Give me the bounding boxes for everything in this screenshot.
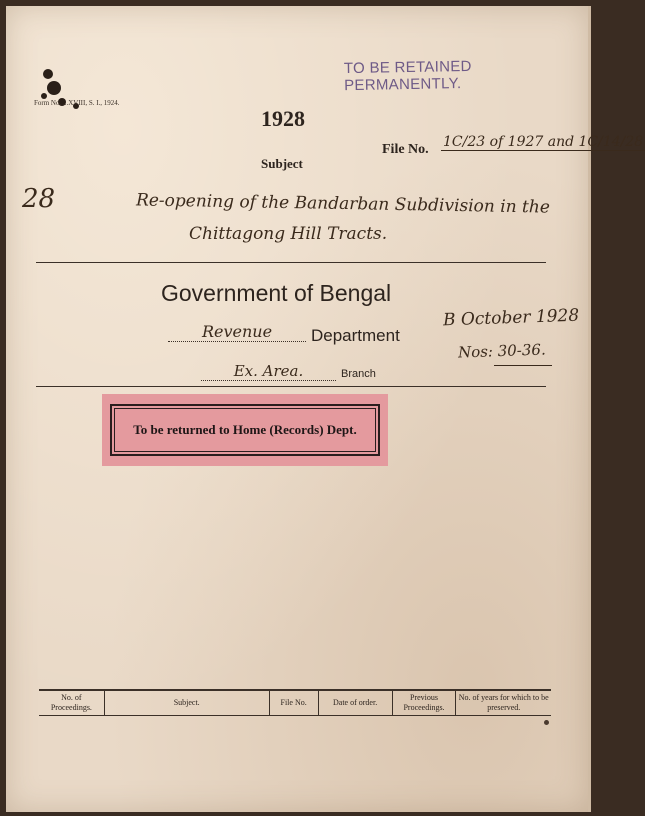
date-annotation: B October 1928 [442, 305, 580, 331]
col-header-previous: Previous Proceedings. [392, 690, 456, 716]
subject-line-2: Chittagong Hill Tracts. [189, 224, 388, 244]
subject-label: Subject [261, 156, 303, 171]
return-label-slip [102, 394, 388, 466]
subject-line-1: Re-opening of the Bandarban Subdivision in the [135, 190, 551, 218]
nos-annotation: Nos: 30-36. [457, 340, 546, 362]
file-no-label: File No. [382, 142, 429, 157]
branch-label: Branch [341, 368, 376, 380]
proceedings-table [39, 689, 551, 716]
ink-blot [36, 66, 96, 120]
file-no-value: 1C/23 of 1927 and 1C/14/28 [443, 134, 644, 150]
department-value: Revenue [168, 322, 306, 342]
col-header-years: No. of years for which to be preserved. [456, 690, 551, 716]
nos-underline [494, 365, 552, 366]
form-number: Form No. ...XVIII, S. I., 1924. [34, 99, 120, 107]
department-label: Department [311, 326, 400, 345]
col-header-file-no: File No. [269, 690, 318, 716]
divider-bottom [36, 386, 546, 387]
retain-stamp: TO BE RETAINED PERMANENTLY. [343, 57, 472, 95]
return-label-text: To be returned to Home (Records) Dept. [110, 404, 380, 456]
divider-top [36, 262, 546, 263]
ink-dot [544, 720, 549, 725]
col-header-subject: Subject. [104, 690, 269, 716]
table-header-row [39, 690, 551, 716]
col-header-proceedings: No. of Proceedings. [39, 690, 104, 716]
margin-number: 28 [22, 184, 56, 214]
col-header-date: Date of order. [318, 690, 392, 716]
branch-value: Ex. Area. [201, 362, 336, 381]
year-heading: 1928 [261, 106, 305, 131]
government-title: Government of Bengal [161, 280, 392, 306]
file-cover-sheet [6, 6, 644, 812]
